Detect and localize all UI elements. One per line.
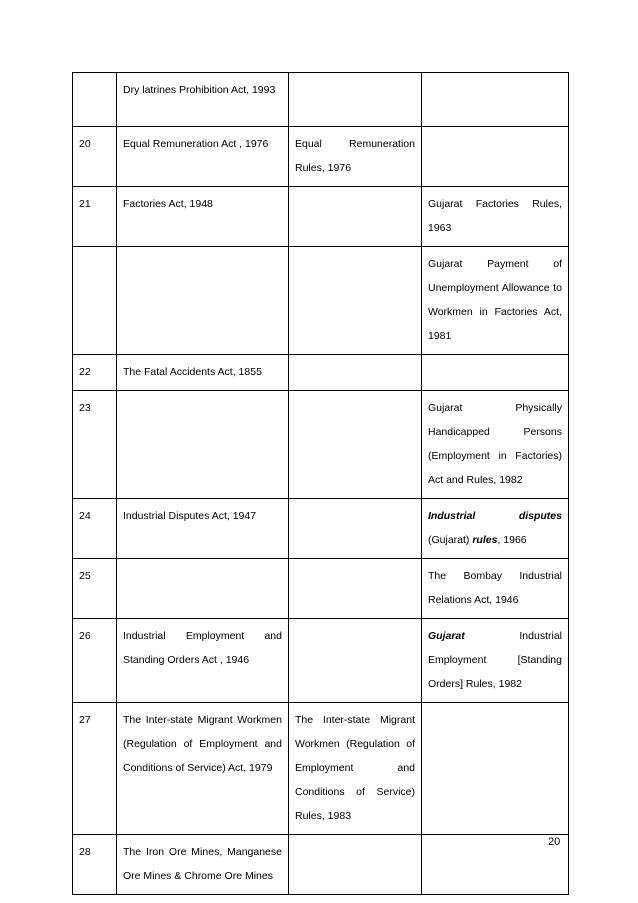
serial-number-cell: 24 xyxy=(73,499,117,559)
central-rules-cell: Equal Remuneration Rules, 1976 xyxy=(289,127,422,187)
serial-number-cell: 20 xyxy=(73,127,117,187)
table-row xyxy=(73,355,569,391)
acts-table xyxy=(72,72,569,895)
central-rules-cell xyxy=(289,559,422,619)
state-law-text: , 1966 xyxy=(497,534,527,546)
central-act-cell: The Inter-state Migrant Workmen (Regulation of Employment and Conditions of Service) Act, 1979 xyxy=(117,703,289,835)
central-act-cell xyxy=(117,247,289,355)
central-rules-cell xyxy=(289,73,422,127)
central-act-cell: Equal Remuneration Act , 1976 xyxy=(117,127,289,187)
state-law-cell xyxy=(422,619,569,703)
central-rules-cell xyxy=(289,355,422,391)
central-act-cell xyxy=(117,559,289,619)
table-row xyxy=(73,187,569,247)
table-row xyxy=(73,247,569,355)
central-act-cell: The Iron Ore Mines, Manganese Ore Mines & Chrome Ore Mines xyxy=(117,835,289,895)
serial-number-cell: 28 xyxy=(73,835,117,895)
state-law-cell xyxy=(422,127,569,187)
serial-number-cell: 25 xyxy=(73,559,117,619)
central-rules-cell xyxy=(289,391,422,499)
central-act-cell xyxy=(117,391,289,499)
table-row xyxy=(73,559,569,619)
central-act-cell: Industrial Employment and Standing Orders Act , 1946 xyxy=(117,619,289,703)
state-law-cell: Gujarat Physically Handicapped Persons (Employment in Factories) Act and Rules, 1982 xyxy=(422,391,569,499)
state-law-emphasis: Industrial disputes xyxy=(428,510,562,522)
state-law-cell xyxy=(422,355,569,391)
table-row xyxy=(73,127,569,187)
state-law-cell xyxy=(422,73,569,127)
central-rules-cell xyxy=(289,247,422,355)
central-act-cell: Factories Act, 1948 xyxy=(117,187,289,247)
serial-number-cell: 27 xyxy=(73,703,117,835)
state-law-cell: The Bombay Industrial Relations Act, 1946 xyxy=(422,559,569,619)
table-row xyxy=(73,619,569,703)
central-rules-cell xyxy=(289,187,422,247)
state-law-cell xyxy=(422,499,569,559)
central-rules-cell xyxy=(289,619,422,703)
state-law-cell: Gujarat Factories Rules, 1963 xyxy=(422,187,569,247)
table-row xyxy=(73,499,569,559)
central-rules-cell xyxy=(289,835,422,895)
serial-number-cell: 21 xyxy=(73,187,117,247)
state-law-text: Industrial Employment [Standing Orders] Rules, 1982 xyxy=(428,630,562,690)
central-act-cell: Dry latrines Prohibition Act, 1993 xyxy=(117,73,289,127)
central-rules-cell: The Inter-state Migrant Workmen (Regulation of Employment and Conditions of Service) Rules, 1983 xyxy=(289,703,422,835)
table-row xyxy=(73,703,569,835)
central-rules-cell xyxy=(289,499,422,559)
serial-number-cell xyxy=(73,247,117,355)
serial-number-cell: 23 xyxy=(73,391,117,499)
serial-number-cell: 22 xyxy=(73,355,117,391)
state-law-emphasis: rules xyxy=(472,534,498,546)
state-law-emphasis: Gujarat xyxy=(428,630,465,642)
central-act-cell: Industrial Disputes Act, 1947 xyxy=(117,499,289,559)
table-row xyxy=(73,835,569,895)
serial-number-cell xyxy=(73,73,117,127)
central-act-cell: The Fatal Accidents Act, 1855 xyxy=(117,355,289,391)
table-row xyxy=(73,391,569,499)
state-law-cell: Gujarat Payment of Unemployment Allowance to Workmen in Factories Act, 1981 xyxy=(422,247,569,355)
state-law-cell xyxy=(422,835,569,895)
serial-number-cell: 26 xyxy=(73,619,117,703)
table-row xyxy=(73,73,569,127)
state-law-text: (Gujarat) xyxy=(428,534,473,546)
state-law-cell xyxy=(422,703,569,835)
page-number: 20 xyxy=(548,836,561,848)
